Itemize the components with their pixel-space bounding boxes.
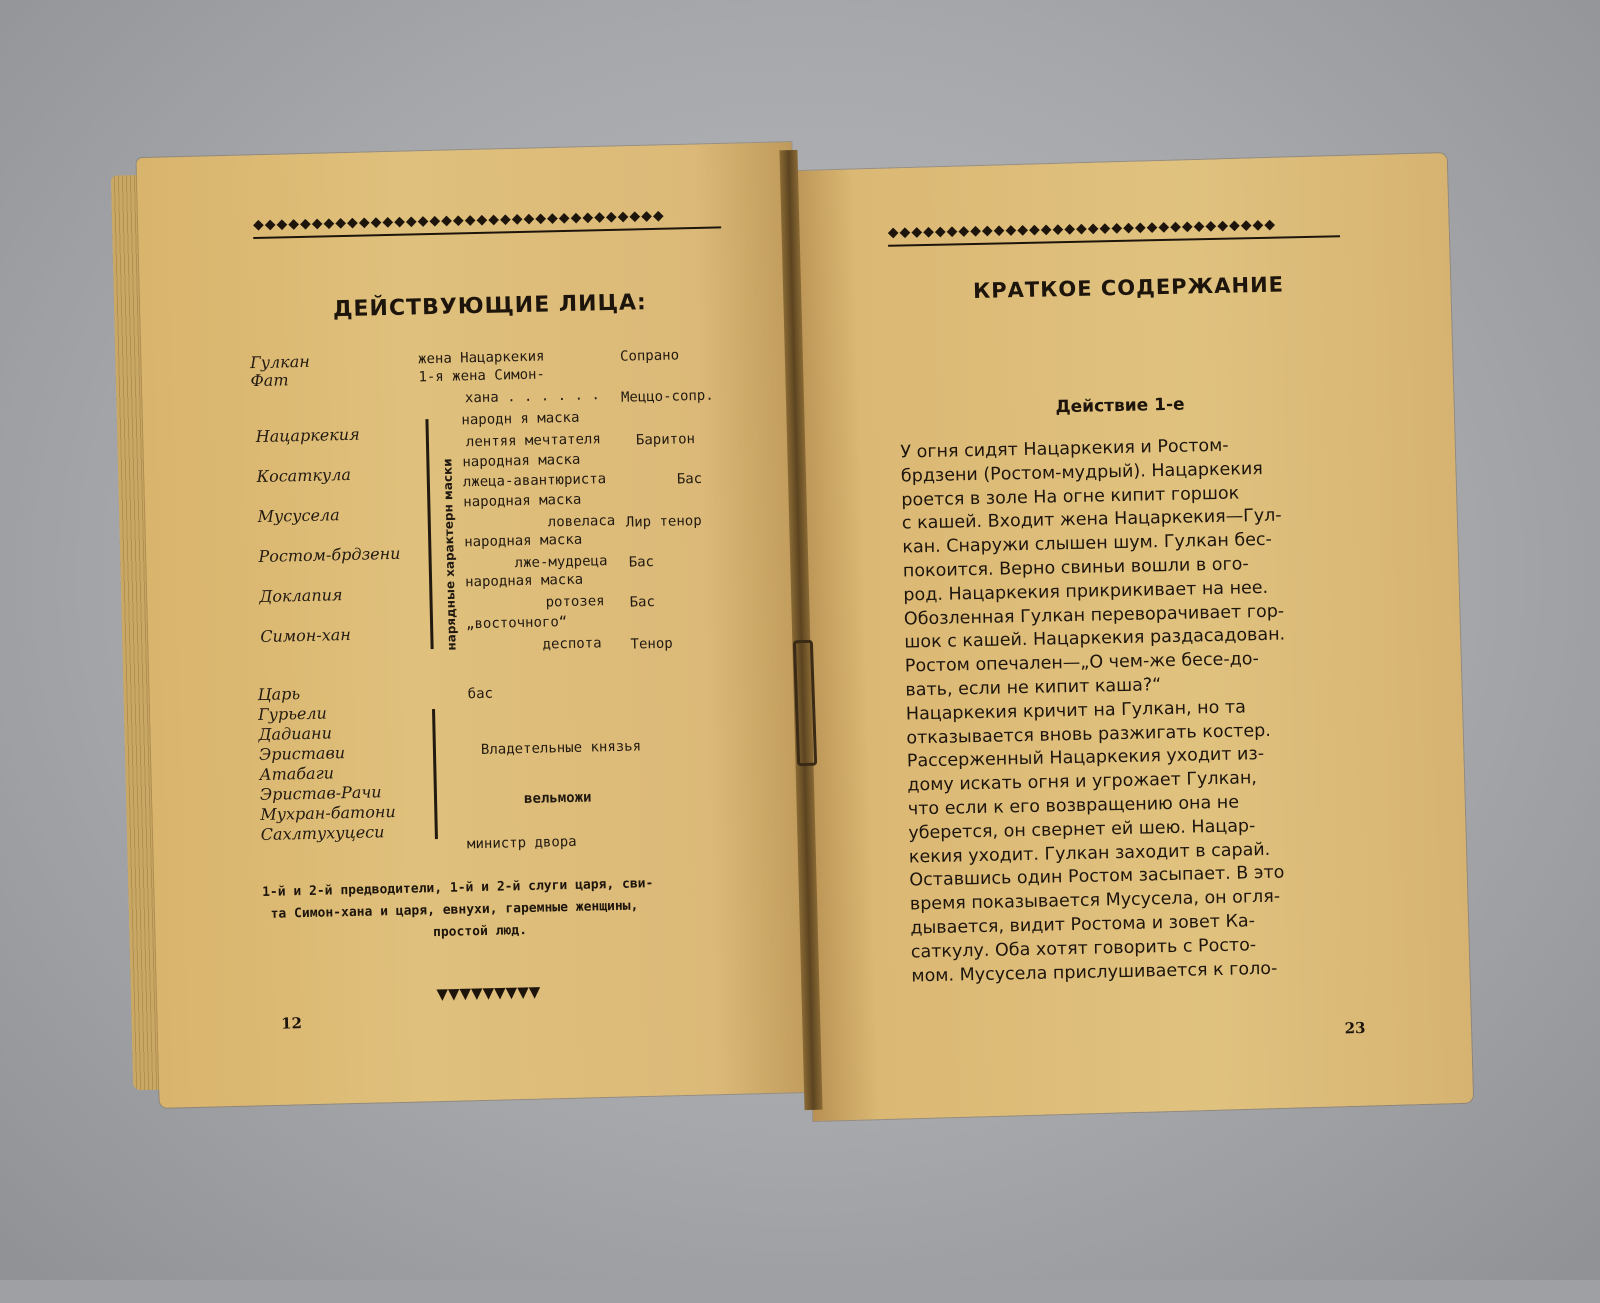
cast-title: ДЕЙСТВУЮЩИЕ ЛИЦА: bbox=[332, 290, 648, 323]
mask-name: Нацаркекия bbox=[255, 424, 360, 447]
mask-line: „восточного“ bbox=[465, 614, 568, 633]
synopsis-line: кан. Снаружи слышен шум. Гулкан бес- bbox=[902, 529, 1273, 558]
synopsis-line: покоится. Верно свиньи вошли в ого- bbox=[902, 554, 1249, 582]
nobles-desc: министр двора bbox=[466, 833, 577, 853]
mask-voice: Бас bbox=[676, 470, 703, 488]
top-ornament-left: ◆◆◆◆◆◆◆◆◆◆◆◆◆◆◆◆◆◆◆◆◆◆◆◆◆◆◆◆◆◆◆◆◆◆◆ bbox=[252, 207, 665, 234]
summary-title: КРАТКОЕ СОДЕРЖАНИЕ bbox=[972, 272, 1285, 304]
synopsis-line: Ростом опечален—„О чем-же бесе-до- bbox=[904, 649, 1259, 677]
noble-name: Эристави bbox=[258, 743, 346, 765]
nobles-desc: Владетельные князья bbox=[480, 738, 642, 759]
synopsis-line: дому искать огня и угрожает Гулкан, bbox=[907, 768, 1258, 796]
mask-line: народная маска bbox=[463, 491, 582, 511]
noble-name: Атабаги bbox=[259, 763, 335, 785]
masks-label: нарядные характерн маски bbox=[440, 458, 459, 651]
mask-line: ротозея bbox=[545, 593, 605, 611]
synopsis-line: брдзени (Ростом-мудрый). Нацаркекия bbox=[900, 458, 1263, 487]
nobles-desc: вельможи bbox=[523, 789, 592, 808]
synopsis-line: Обозленная Гулкан переворачивает гор- bbox=[903, 601, 1285, 630]
role-desc: хана . . . . . . bbox=[464, 387, 600, 407]
synopsis-line: что если к его возвращению она не bbox=[907, 792, 1240, 820]
footnote-line: та Симон-хана и царя, евнухи, гаремные женщины, bbox=[270, 898, 639, 922]
top-ornament-right: ◆◆◆◆◆◆◆◆◆◆◆◆◆◆◆◆◆◆◆◆◆◆◆◆◆◆◆◆◆◆◆◆◆ bbox=[887, 216, 1277, 241]
synopsis-line: кекия уходит. Гулкан заходит в сарай. bbox=[908, 839, 1271, 868]
synopsis-line: Рассерженный Нацаркекия уходит из- bbox=[906, 744, 1265, 772]
synopsis-line: саткулу. Оба хотят говорить с Росто- bbox=[910, 934, 1257, 963]
mask-line: народная маска bbox=[462, 451, 581, 471]
synopsis-line: Оставшись один Ростом засыпает. В это bbox=[909, 862, 1285, 891]
mask-name: Косаткула bbox=[256, 464, 352, 487]
mask-name: Доклапия bbox=[259, 585, 343, 606]
mask-line: ловеласа bbox=[547, 512, 616, 531]
footnote-line: 1-й и 2-й предводители, 1-й и 2-й слуги царя, сви- bbox=[261, 876, 654, 901]
mask-line: народн я маска bbox=[461, 409, 580, 429]
synopsis-line: время показывается Мусусела, он огля- bbox=[909, 886, 1281, 915]
role-desc: жена Нацаркекия bbox=[417, 348, 545, 368]
synopsis-line: шок с кашей. Нацаркекия раздасадован. bbox=[904, 624, 1286, 653]
synopsis-line: мом. Мусусела прислушивается к голо- bbox=[911, 958, 1278, 986]
page-number-left: 12 bbox=[280, 1014, 303, 1033]
synopsis-line: вать, если не кипит каша?“ bbox=[905, 675, 1162, 701]
mask-line: лже-мудреца bbox=[514, 553, 608, 572]
role-voice: Меццо-сопр. bbox=[620, 387, 714, 406]
mask-voice: Баритон bbox=[635, 431, 696, 449]
mask-line: лжеца-авантюриста bbox=[462, 471, 607, 491]
role-desc: 1-я жена Симон- bbox=[418, 366, 546, 386]
synopsis-line: род. Нацаркекия прикрикивает на нее. bbox=[903, 577, 1269, 606]
end-ornament: ▼▼▼▼▼▼▼▼▼ bbox=[436, 982, 541, 1004]
synopsis-line: с кашей. Входит жена Нацаркекия—Гул- bbox=[901, 505, 1282, 534]
mask-line: народная маска bbox=[464, 531, 583, 551]
mask-voice: Бас bbox=[628, 554, 655, 571]
synopsis-line: Нацаркекия кричит на Гулкан, но та bbox=[905, 697, 1247, 725]
role-name: Гулкан bbox=[249, 351, 311, 373]
synopsis-line: дывается, видит Ростома и зовет Ка- bbox=[910, 911, 1256, 939]
footnote-line: простой люд. bbox=[432, 923, 528, 941]
mask-name: Симон-хан bbox=[260, 624, 352, 646]
role-voice: Сопрано bbox=[619, 347, 680, 365]
page-number-right: 23 bbox=[1344, 1018, 1366, 1038]
tsar-voice: бас bbox=[467, 685, 494, 703]
synopsis-text bbox=[900, 434, 1292, 989]
noble-name: Царь bbox=[257, 684, 301, 705]
synopsis-line: уберется, он свернет ей шею. Нацар- bbox=[908, 815, 1256, 844]
mask-name: Мусусела bbox=[257, 505, 340, 527]
noble-name: Эристав-Рачи bbox=[259, 782, 382, 805]
noble-name: Гурьели bbox=[257, 703, 328, 725]
noble-name: Дадиани bbox=[258, 723, 333, 745]
act-title: Действие 1-е bbox=[1055, 394, 1185, 418]
mask-voice: Тенор bbox=[630, 635, 673, 653]
mask-voice: Бас bbox=[629, 594, 656, 611]
synopsis-line: У огня сидят Нацаркекия и Ростом- bbox=[900, 435, 1229, 463]
mask-line: деспота bbox=[542, 635, 602, 653]
mask-line: народная маска bbox=[464, 571, 584, 591]
synopsis-line: отказывается вновь разжигать костер. bbox=[906, 720, 1272, 749]
mask-name: Ростом-брдзени bbox=[258, 543, 401, 567]
synopsis-line: роется в золе На огне кипит горшок bbox=[901, 483, 1240, 511]
mask-voice: Лир тенор bbox=[625, 512, 702, 531]
mask-line: лентяя мечтателя bbox=[465, 431, 601, 451]
noble-name: Сахлтухуцеси bbox=[260, 822, 385, 845]
noble-name: Мухран-батони bbox=[260, 801, 396, 825]
role-name: Фат bbox=[250, 370, 289, 391]
